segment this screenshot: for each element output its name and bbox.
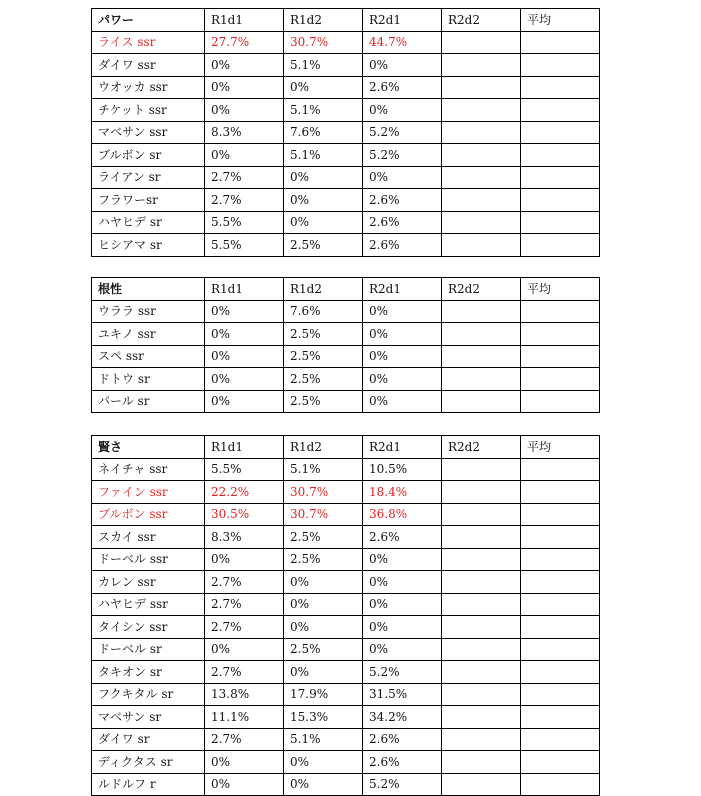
- value-cell: 0%: [363, 166, 442, 189]
- value-cell: 0%: [363, 323, 442, 346]
- value-cell: 2.5%: [284, 390, 363, 413]
- value-cell: 2.5%: [284, 234, 363, 257]
- value-cell: [442, 368, 521, 391]
- value-cell: 0%: [363, 616, 442, 639]
- value-cell: [521, 571, 600, 594]
- value-cell: 5.2%: [363, 144, 442, 167]
- table-row: [92, 166, 600, 189]
- value-cell: 0%: [205, 368, 284, 391]
- value-cell: 0%: [205, 548, 284, 571]
- value-cell: 0%: [205, 99, 284, 122]
- value-cell: 10.5%: [363, 458, 442, 481]
- row-name: フクキタル sr: [92, 683, 205, 706]
- column-header: R2d2: [442, 9, 521, 32]
- value-cell: [521, 661, 600, 684]
- value-cell: 2.6%: [363, 728, 442, 751]
- table-row: [92, 76, 600, 99]
- value-cell: [442, 728, 521, 751]
- column-header: 平均: [521, 278, 600, 301]
- value-cell: [521, 31, 600, 54]
- value-cell: 2.7%: [205, 661, 284, 684]
- column-header: 平均: [521, 436, 600, 459]
- value-cell: [521, 728, 600, 751]
- value-cell: 34.2%: [363, 706, 442, 729]
- value-cell: [521, 76, 600, 99]
- value-cell: 0%: [284, 661, 363, 684]
- value-cell: [442, 189, 521, 212]
- column-header: R2d1: [363, 278, 442, 301]
- value-cell: 0%: [205, 390, 284, 413]
- value-cell: 0%: [205, 345, 284, 368]
- value-cell: 5.1%: [284, 54, 363, 77]
- value-cell: [521, 773, 600, 796]
- row-name: ダイワ sr: [92, 728, 205, 751]
- row-name: スペ ssr: [92, 345, 205, 368]
- wisdom-table: [91, 435, 600, 796]
- value-cell: 2.6%: [363, 189, 442, 212]
- row-name: ハヤヒデ ssr: [92, 593, 205, 616]
- guts-table: [91, 277, 600, 413]
- value-cell: [442, 211, 521, 234]
- value-cell: 5.1%: [284, 458, 363, 481]
- value-cell: 0%: [363, 548, 442, 571]
- row-name: カレン ssr: [92, 571, 205, 594]
- table-row: [92, 751, 600, 774]
- value-cell: [442, 706, 521, 729]
- value-cell: [442, 144, 521, 167]
- value-cell: [442, 638, 521, 661]
- table-row: [92, 144, 600, 167]
- value-cell: [521, 211, 600, 234]
- value-cell: 0%: [205, 54, 284, 77]
- value-cell: [442, 751, 521, 774]
- value-cell: [521, 503, 600, 526]
- value-cell: [442, 31, 521, 54]
- value-cell: [521, 548, 600, 571]
- value-cell: [442, 166, 521, 189]
- value-cell: 13.8%: [205, 683, 284, 706]
- row-name: パール sr: [92, 390, 205, 413]
- row-name: タイシン ssr: [92, 616, 205, 639]
- value-cell: 18.4%: [363, 481, 442, 504]
- row-name: ライス ssr: [92, 31, 205, 54]
- value-cell: 0%: [363, 368, 442, 391]
- value-cell: 5.2%: [363, 773, 442, 796]
- table-row: [92, 593, 600, 616]
- value-cell: 2.6%: [363, 76, 442, 99]
- value-cell: [521, 323, 600, 346]
- row-name: フラワーsr: [92, 189, 205, 212]
- value-cell: 0%: [284, 751, 363, 774]
- column-header: R1d1: [205, 278, 284, 301]
- value-cell: [442, 121, 521, 144]
- table-row: [92, 31, 600, 54]
- value-cell: 2.5%: [284, 526, 363, 549]
- value-cell: [442, 458, 521, 481]
- value-cell: 0%: [205, 76, 284, 99]
- value-cell: [521, 616, 600, 639]
- value-cell: 0%: [284, 593, 363, 616]
- table-row: [92, 121, 600, 144]
- value-cell: 30.7%: [284, 31, 363, 54]
- value-cell: 0%: [363, 571, 442, 594]
- column-header: R1d1: [205, 436, 284, 459]
- row-name: ネイチャ ssr: [92, 458, 205, 481]
- value-cell: [442, 773, 521, 796]
- value-cell: 30.5%: [205, 503, 284, 526]
- value-cell: 0%: [363, 593, 442, 616]
- value-cell: [521, 54, 600, 77]
- table-row: [92, 390, 600, 413]
- value-cell: 5.2%: [363, 661, 442, 684]
- value-cell: [442, 526, 521, 549]
- value-cell: [442, 390, 521, 413]
- value-cell: [442, 481, 521, 504]
- row-name: ドーベル sr: [92, 638, 205, 661]
- column-header: R1d1: [205, 9, 284, 32]
- row-name: マベサン sr: [92, 706, 205, 729]
- table-row: [92, 234, 600, 257]
- value-cell: 0%: [205, 751, 284, 774]
- value-cell: 2.5%: [284, 368, 363, 391]
- table-row: [92, 300, 600, 323]
- column-header: R2d1: [363, 9, 442, 32]
- row-name: ブルボン ssr: [92, 503, 205, 526]
- table-row: [92, 773, 600, 796]
- row-name: チケット ssr: [92, 99, 205, 122]
- value-cell: 0%: [363, 54, 442, 77]
- value-cell: 2.7%: [205, 616, 284, 639]
- value-cell: [521, 99, 600, 122]
- value-cell: [521, 481, 600, 504]
- value-cell: 0%: [363, 390, 442, 413]
- table-row: [92, 189, 600, 212]
- header-row: [92, 278, 600, 301]
- value-cell: [521, 234, 600, 257]
- value-cell: 0%: [284, 571, 363, 594]
- table-row: [92, 661, 600, 684]
- value-cell: [521, 189, 600, 212]
- value-cell: 0%: [363, 345, 442, 368]
- value-cell: 5.1%: [284, 144, 363, 167]
- value-cell: [442, 234, 521, 257]
- value-cell: [521, 345, 600, 368]
- value-cell: 2.6%: [363, 211, 442, 234]
- row-name: ダイワ ssr: [92, 54, 205, 77]
- value-cell: [521, 526, 600, 549]
- value-cell: [521, 121, 600, 144]
- value-cell: 17.9%: [284, 683, 363, 706]
- column-header: R2d2: [442, 436, 521, 459]
- row-name: ユキノ ssr: [92, 323, 205, 346]
- table-row: [92, 345, 600, 368]
- value-cell: 5.5%: [205, 234, 284, 257]
- table-row: [92, 706, 600, 729]
- table-row: [92, 458, 600, 481]
- table-row: [92, 323, 600, 346]
- value-cell: [521, 390, 600, 413]
- value-cell: 2.7%: [205, 728, 284, 751]
- table-title: パワー: [92, 9, 205, 32]
- table-row: [92, 211, 600, 234]
- value-cell: 5.1%: [284, 728, 363, 751]
- column-header: R2d2: [442, 278, 521, 301]
- value-cell: 30.7%: [284, 503, 363, 526]
- value-cell: 30.7%: [284, 481, 363, 504]
- value-cell: [442, 616, 521, 639]
- table-row: [92, 481, 600, 504]
- value-cell: 0%: [205, 773, 284, 796]
- value-cell: 8.3%: [205, 121, 284, 144]
- value-cell: 0%: [363, 99, 442, 122]
- row-name: ドトウ sr: [92, 368, 205, 391]
- value-cell: [442, 661, 521, 684]
- column-header: R2d1: [363, 436, 442, 459]
- column-header: R1d2: [284, 436, 363, 459]
- value-cell: [521, 593, 600, 616]
- value-cell: 22.2%: [205, 481, 284, 504]
- row-name: マベサン ssr: [92, 121, 205, 144]
- value-cell: 44.7%: [363, 31, 442, 54]
- value-cell: 31.5%: [363, 683, 442, 706]
- row-name: ディクタス sr: [92, 751, 205, 774]
- value-cell: 0%: [205, 323, 284, 346]
- value-cell: [521, 683, 600, 706]
- power-table: [91, 8, 600, 257]
- table-row: [92, 548, 600, 571]
- value-cell: [442, 503, 521, 526]
- value-cell: [521, 751, 600, 774]
- value-cell: 0%: [284, 211, 363, 234]
- table-row: [92, 526, 600, 549]
- row-name: ブルボン sr: [92, 144, 205, 167]
- value-cell: [521, 368, 600, 391]
- value-cell: 0%: [205, 300, 284, 323]
- table-row: [92, 638, 600, 661]
- column-header: R1d2: [284, 278, 363, 301]
- value-cell: 0%: [205, 144, 284, 167]
- table-row: [92, 368, 600, 391]
- row-name: ファイン ssr: [92, 481, 205, 504]
- column-header: R1d2: [284, 9, 363, 32]
- value-cell: [442, 548, 521, 571]
- value-cell: 5.5%: [205, 211, 284, 234]
- row-name: ウオッカ ssr: [92, 76, 205, 99]
- value-cell: 5.2%: [363, 121, 442, 144]
- value-cell: 5.1%: [284, 99, 363, 122]
- table-title: 賢さ: [92, 436, 205, 459]
- table-row: [92, 503, 600, 526]
- value-cell: 2.5%: [284, 638, 363, 661]
- value-cell: [442, 99, 521, 122]
- value-cell: 15.3%: [284, 706, 363, 729]
- value-cell: 0%: [284, 773, 363, 796]
- value-cell: 0%: [363, 638, 442, 661]
- table-row: [92, 54, 600, 77]
- row-name: タキオン sr: [92, 661, 205, 684]
- value-cell: [442, 345, 521, 368]
- value-cell: 0%: [205, 638, 284, 661]
- value-cell: 2.7%: [205, 189, 284, 212]
- value-cell: [442, 300, 521, 323]
- column-header: 平均: [521, 9, 600, 32]
- value-cell: 27.7%: [205, 31, 284, 54]
- value-cell: [442, 54, 521, 77]
- value-cell: 0%: [284, 76, 363, 99]
- value-cell: [521, 166, 600, 189]
- value-cell: [442, 323, 521, 346]
- value-cell: 2.5%: [284, 345, 363, 368]
- value-cell: 7.6%: [284, 121, 363, 144]
- row-name: ドーベル ssr: [92, 548, 205, 571]
- value-cell: 2.5%: [284, 323, 363, 346]
- row-name: ウララ ssr: [92, 300, 205, 323]
- value-cell: 0%: [284, 616, 363, 639]
- table-row: [92, 728, 600, 751]
- value-cell: [442, 593, 521, 616]
- value-cell: 5.5%: [205, 458, 284, 481]
- table-row: [92, 571, 600, 594]
- value-cell: 2.7%: [205, 166, 284, 189]
- value-cell: 0%: [284, 189, 363, 212]
- value-cell: 2.7%: [205, 571, 284, 594]
- value-cell: 2.5%: [284, 548, 363, 571]
- value-cell: 2.6%: [363, 751, 442, 774]
- value-cell: [442, 683, 521, 706]
- table-title: 根性: [92, 278, 205, 301]
- header-row: [92, 436, 600, 459]
- row-name: ハヤヒデ sr: [92, 211, 205, 234]
- value-cell: 11.1%: [205, 706, 284, 729]
- value-cell: 8.3%: [205, 526, 284, 549]
- value-cell: [442, 76, 521, 99]
- header-row: [92, 9, 600, 32]
- value-cell: 36.8%: [363, 503, 442, 526]
- value-cell: 2.7%: [205, 593, 284, 616]
- table-row: [92, 99, 600, 122]
- value-cell: 2.6%: [363, 234, 442, 257]
- row-name: ルドルフ r: [92, 773, 205, 796]
- row-name: スカイ ssr: [92, 526, 205, 549]
- value-cell: 0%: [284, 166, 363, 189]
- value-cell: 2.6%: [363, 526, 442, 549]
- table-row: [92, 616, 600, 639]
- value-cell: [521, 144, 600, 167]
- value-cell: [521, 706, 600, 729]
- value-cell: [521, 300, 600, 323]
- row-name: ヒシアマ sr: [92, 234, 205, 257]
- value-cell: 0%: [363, 300, 442, 323]
- row-name: ライアン sr: [92, 166, 205, 189]
- value-cell: [521, 638, 600, 661]
- value-cell: [521, 458, 600, 481]
- table-row: [92, 683, 600, 706]
- value-cell: 7.6%: [284, 300, 363, 323]
- value-cell: [442, 571, 521, 594]
